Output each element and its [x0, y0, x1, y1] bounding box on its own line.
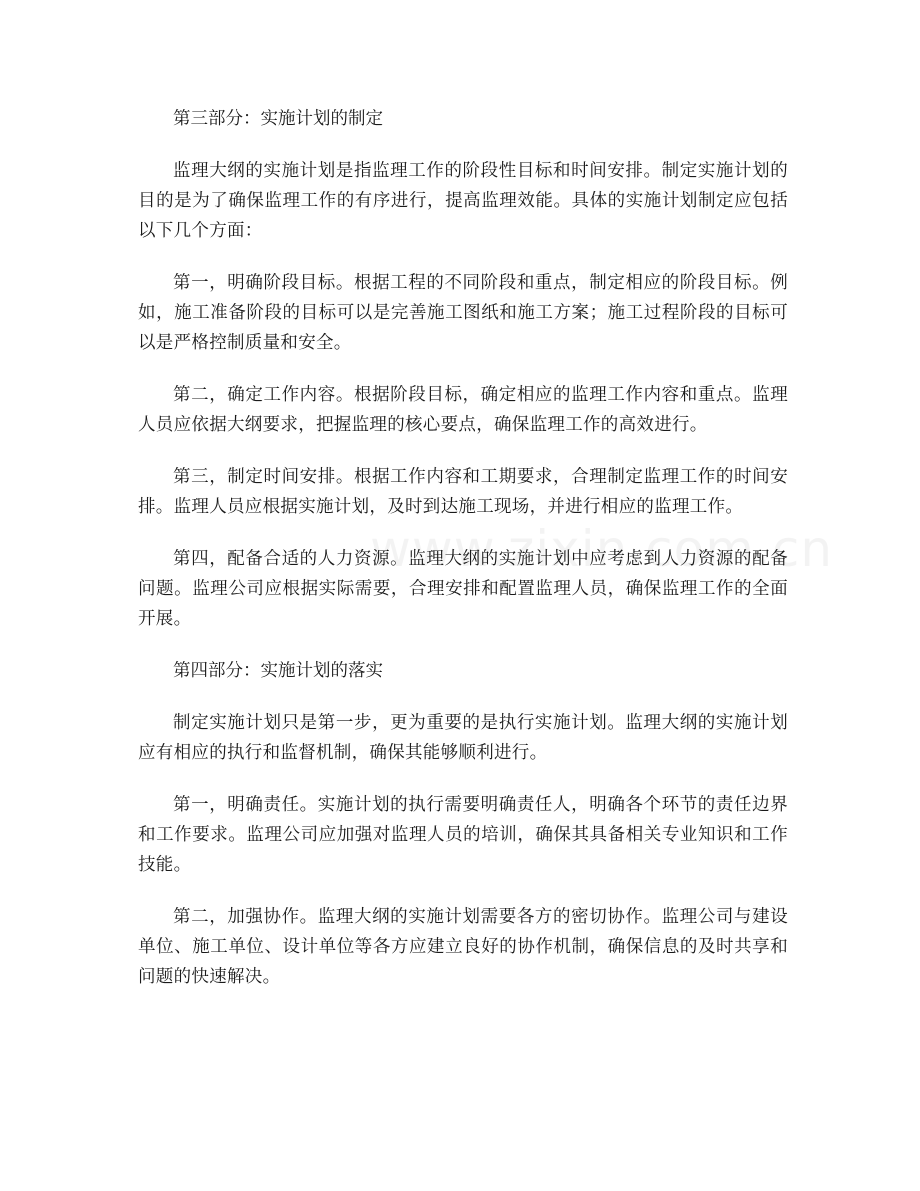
- paragraph: 监理大纲的实施计划是指监理工作的阶段性目标和时间安排。制定实施计划的目的是为了确保监理工作的有序进行，提高监理效能。具体的实施计划制定应包括以下几个方面：: [138, 161, 788, 241]
- paragraph: 制定实施计划只是第一步，更为重要的是执行实施计划。监理大纲的实施计划应有相应的执行和监督机制，确保其能够顺利进行。: [138, 713, 788, 763]
- section3-heading: 第三部分：实施计划的制定: [173, 109, 383, 129]
- paragraph: 第三，制定时间安排。根据工作内容和工期要求，合理制定监理工作的时间安排。监理人员应根据实施计划，及时到达施工现场，并进行相应的监理工作。: [138, 467, 788, 517]
- paragraph: 第一，明确责任。实施计划的执行需要明确责任人，明确各个环节的责任边界和工作要求。监理公司应加强对监理人员的培训，确保其具备相关专业知识和工作技能。: [138, 795, 788, 875]
- document-body: [138, 104, 788, 1014]
- paragraph: 第二，加强协作。监理大纲的实施计划需要各方的密切协作。监理公司与建设单位、施工单位、设计单位等各方应建立良好的协作机制，确保信息的及时共享和问题的快速解决。: [138, 907, 788, 987]
- paragraph: 第一，明确阶段目标。根据工程的不同阶段和重点，制定相应的阶段目标。例如，施工准备阶段的目标可以是完善施工图纸和施工方案；施工过程阶段的目标可以是严格控制质量和安全。: [138, 273, 788, 353]
- paragraph: 第四，配备合适的人力资源。监理大纲的实施计划中应考虑到人力资源的配备问题。监理公司应根据实际需要，合理安排和配置监理人员，确保监理工作的全面开展。: [138, 549, 788, 629]
- section4-heading: 第四部分：实施计划的落实: [173, 661, 383, 681]
- paragraph: 第二，确定工作内容。根据阶段目标，确定相应的监理工作内容和重点。监理人员应依据大纲要求，把握监理的核心要点，确保监理工作的高效进行。: [138, 385, 788, 435]
